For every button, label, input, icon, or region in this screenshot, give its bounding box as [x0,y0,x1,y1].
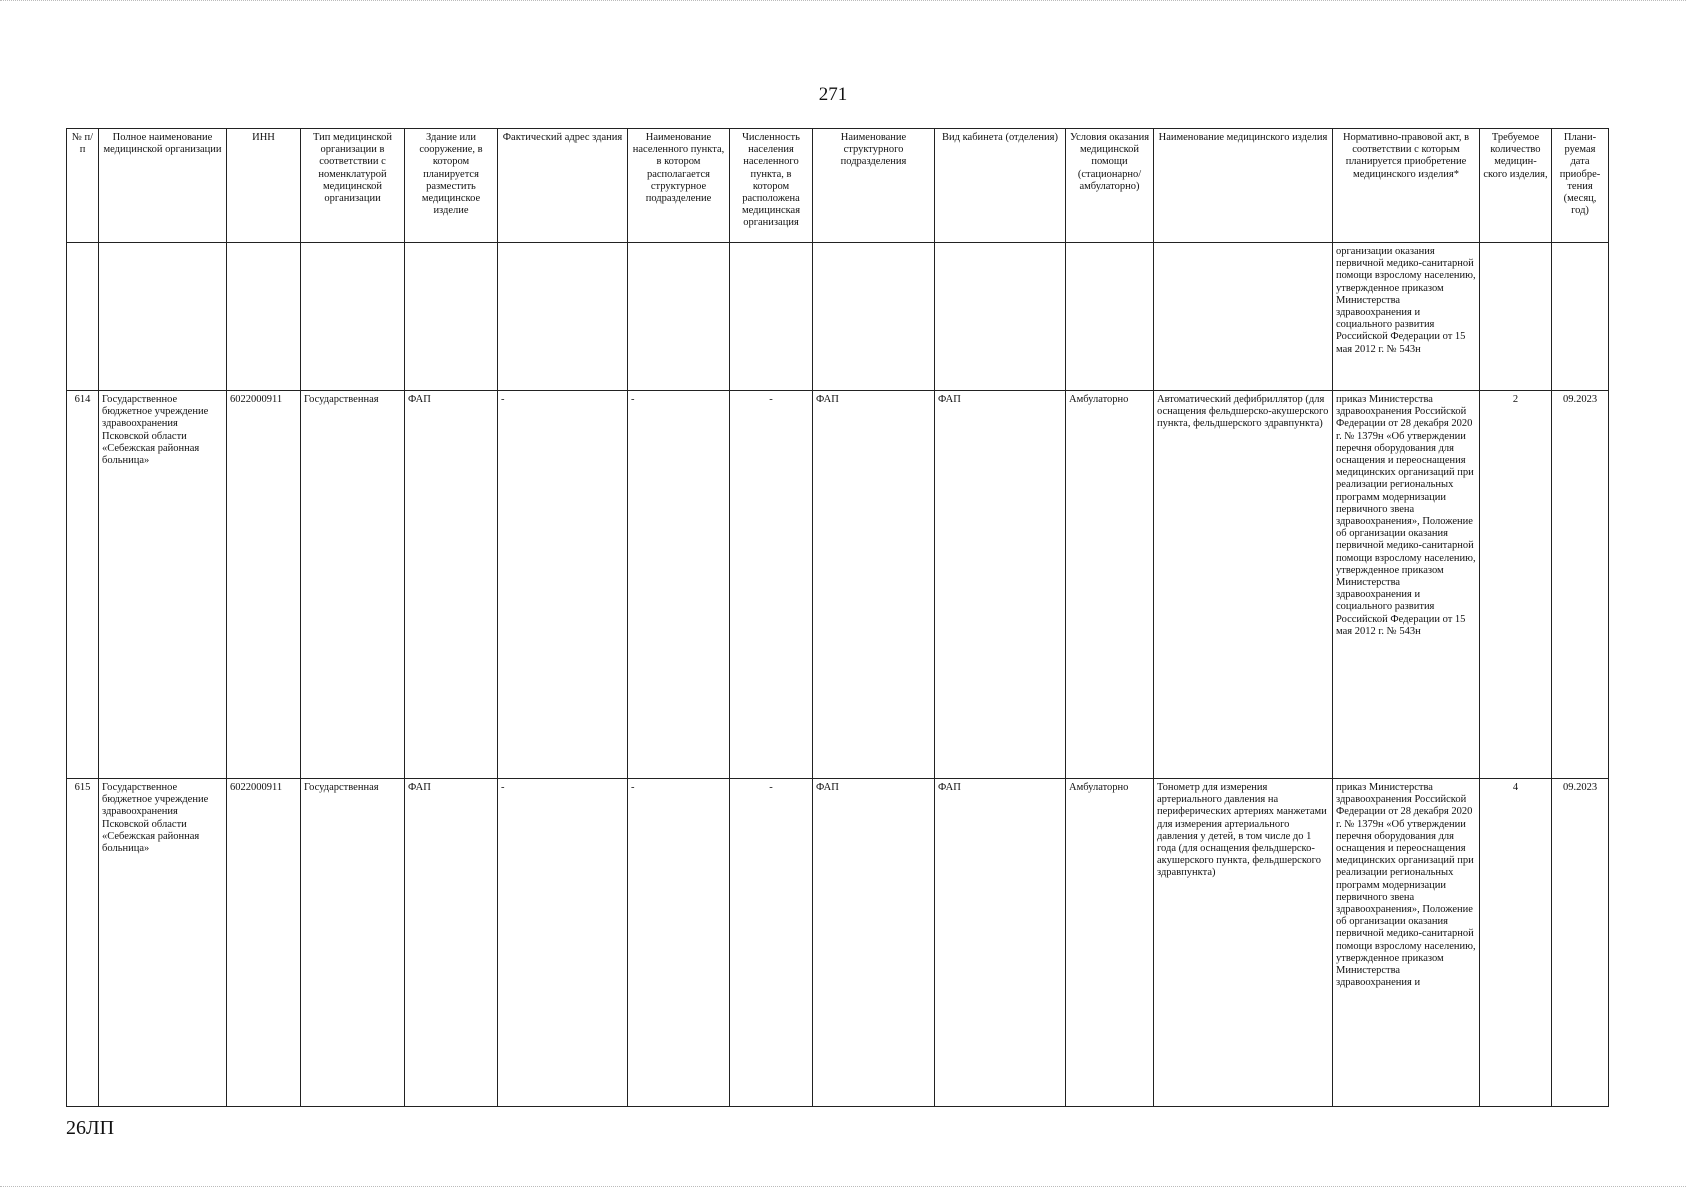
organization-name: Государственное бюджетное учреждение здравоохранения Псковской области «Себежская районная больница» [99,779,227,1107]
column-header: Требуемое количество медицин-ского изделия, [1480,129,1552,243]
column-header: № п/п [67,129,99,243]
legal-act-cell: приказ Министерства здравоохранения Российской Федерации от 28 декабря 2020 г. № 1379н «Об утверждении перечня оборудования для оснащения и переоснащения медицинских организаций при реализации региональных программ модернизации первичного звена здравоохранения», Положение об организации оказания первичной медико-санитарной помощи взрослому населению, утвержденное приказом Министерства здравоохранения и социального развития Российской Федерации от 15 мая 2012 г. № 543н [1333,391,1480,779]
column-header: Полное наименование медицинской организации [99,129,227,243]
structural-unit-cell: ФАП [813,391,935,779]
table-header-row [67,129,1609,243]
settlement-cell: - [628,391,730,779]
care-conditions-cell: Амбулаторно [1066,391,1154,779]
scan-edge-top [0,0,1686,15]
quantity-cell: 2 [1480,391,1552,779]
address-cell: - [498,779,628,1107]
document-code: 26ЛП [66,1117,115,1139]
page-number: 271 [818,84,848,105]
column-header: ИНН [227,129,301,243]
column-header: Наименование структурного подразделения [813,129,935,243]
medical-device-cell: Автоматический дефибриллятор (для оснащения фельдшерско-акушерского пункта, фельдшерского здравпункта) [1154,391,1333,779]
column-header: Вид кабинета (отделения) [935,129,1066,243]
table-row-continuation [67,243,1609,391]
inn-cell: 6022000911 [227,779,301,1107]
building-cell: ФАП [405,779,498,1107]
column-header: Фактический адрес здания [498,129,628,243]
column-header: Наименование населенного пункта, в котором располагается структурное подразделение [628,129,730,243]
medical-device-cell: Тонометр для измерения артериального давления на периферических артериях манжетами для измерения артериального давления у детей, в том числе до 1 года (для оснащения фельдшерско-акушерского пункта, фельдшерского здравпункта) [1154,779,1333,1107]
population-cell: - [730,391,813,779]
row-number: 615 [67,779,99,1107]
equipment-register-table [66,128,1609,1107]
cabinet-type-cell: ФАП [935,779,1066,1107]
cabinet-type-cell: ФАП [935,391,1066,779]
org-type-cell: Государственная [301,391,405,779]
quantity-cell: 4 [1480,779,1552,1107]
column-header: Условия оказания медицинской помощи (стационарно/ амбулаторно) [1066,129,1154,243]
building-cell: ФАП [405,391,498,779]
row-number: 614 [67,391,99,779]
column-header: Численность населения населенного пункта, в котором расположена медицинская организация [730,129,813,243]
column-header: Наименование медицинского изделия [1154,129,1333,243]
column-header: Здание или сооружение, в котором планируется разместить медицинское изделие [405,129,498,243]
inn-cell: 6022000911 [227,391,301,779]
table-row [67,779,1609,1107]
scan-edge-bottom [0,1186,1686,1197]
care-conditions-cell: Амбулаторно [1066,779,1154,1107]
purchase-date-cell: 09.2023 [1552,779,1609,1107]
org-type-cell: Государственная [301,779,405,1107]
column-header: Тип медицинской организации в соответствии с номенклатурой медицинской организации [301,129,405,243]
column-header: Плани-руемая дата приобре-тения (месяц, год) [1552,129,1609,243]
legal-act-cell: приказ Министерства здравоохранения Российской Федерации от 28 декабря 2020 г. № 1379н «Об утверждении перечня оборудования для оснащения и переоснащения медицинских организаций при реализации региональных программ модернизации первичного звена здравоохранения», Положение об организации оказания первичной медико-санитарной помощи взрослому населению, утвержденное приказом Министерства здравоохранения и [1333,779,1480,1107]
structural-unit-cell: ФАП [813,779,935,1107]
settlement-cell: - [628,779,730,1107]
purchase-date-cell: 09.2023 [1552,391,1609,779]
table-row [67,391,1609,779]
population-cell: - [730,779,813,1107]
address-cell: - [498,391,628,779]
organization-name: Государственное бюджетное учреждение здравоохранения Псковской области «Себежская районная больница» [99,391,227,779]
continuation-act-cell: организации оказания первичной медико-санитарной помощи взрослому населению, утвержденное приказом Министерства здравоохранения и социального развития Российской Федерации от 15 мая 2012 г. № 543н [1333,243,1480,391]
column-header: Нормативно-правовой акт, в соответствии с которым планируется приобретение медицинского изделия* [1333,129,1480,243]
